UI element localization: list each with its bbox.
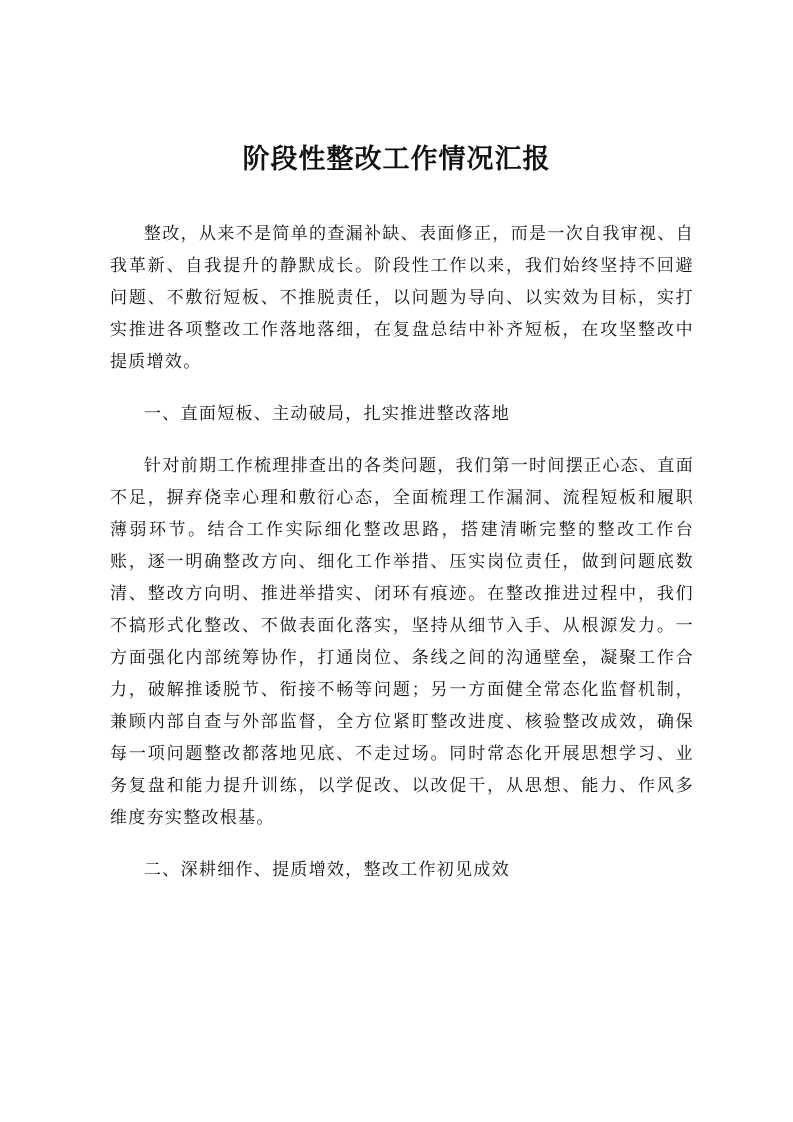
page-title: 阶段性整改工作情况汇报 — [242, 144, 551, 175]
section-2-heading: 二、深耕细作、提质增效，整改工作初见成效 — [144, 860, 510, 880]
section-1-paragraph: 针对前期工作梳理排查出的各类问题，我们第一时间摆正心态、直面不足，摒弃侥幸心理和敷衍心态，全面梳理工作漏洞、流程短板和履职薄弱环节。结合工作实际细化整改思路，搭建清晰完整的整改工作台账，逐一明确整改方向、细化工作举措、压实岗位责任，做到问题底数清、整改方向明、推进举措实、闭环有痕迹。在整改推进过程中，我们不搞形式化整改、不做表面化落实，坚持从细节入手、从根源发力。一方面强化内部统筹协作，打通岗位、条线之间的沟通壁垒，凝聚工作合力，破解推诿脱节、衔接不畅等问题；另一方面健全常态化监督机制，兼顾内部自查与外部监督，全方位紧盯整改进度、核验整改成效，确保每一项问题整改都落地见底、不走过场。同时常态化开展思想学习、业务复盘和能力提升训练，以学促改、以改促干，从思想、能力、作风多维度夯实整改根基。 — [110, 456, 694, 828]
section-1-heading: 一、直面短板、主动破局，扎实推进整改落地 — [144, 404, 510, 424]
document-body — [110, 218, 694, 906]
intro-paragraph: 整改，从来不是简单的查漏补缺、表面修正，而是一次自我审视、自我革新、自我提升的静默成长。阶段性工作以来，我们始终坚持不回避问题、不敷衍短板、不推脱责任，以问题为导向、以实效为目标，实打实推进各项整改工作落地落细，在复盘总结中补齐短板，在攻坚整改中提质增效。 — [110, 224, 694, 372]
